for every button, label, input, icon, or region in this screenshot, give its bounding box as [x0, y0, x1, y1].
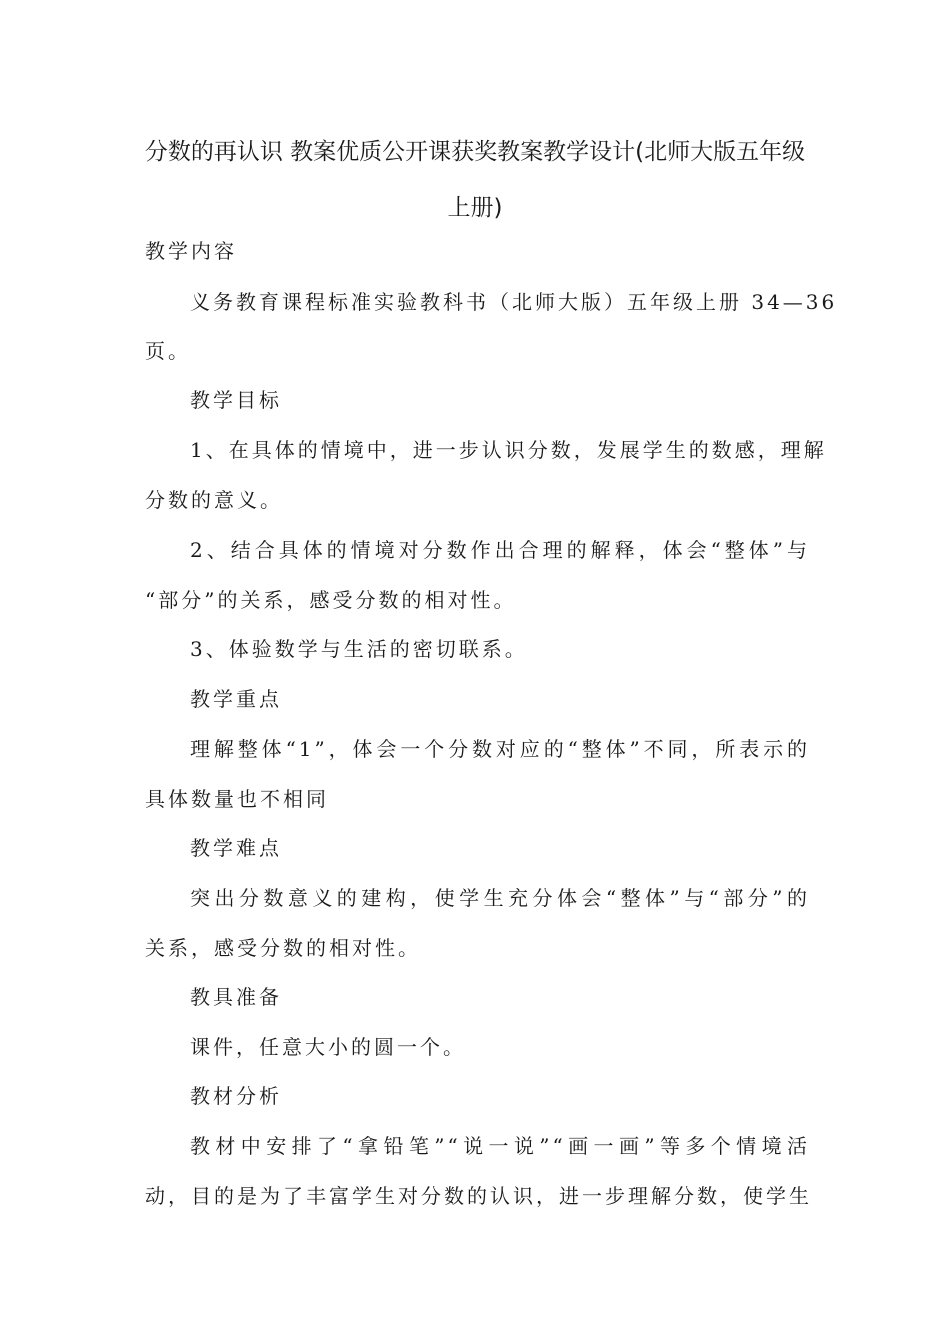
- paragraph-line: 分数的意义。: [145, 488, 283, 512]
- title-line-2: 上册): [447, 195, 503, 221]
- paragraph-line: 1、在具体的情境中，进一步认识分数，发展学生的数感，理解: [190, 438, 827, 462]
- paragraph-line: 2、结合具体的情境对分数作出合理的解释，体会“整体”与: [190, 538, 810, 562]
- paragraph-line: 3、体验数学与生活的密切联系。: [190, 637, 528, 661]
- section-heading-key-points: 教学重点: [190, 687, 282, 711]
- section-heading-material-analysis: 教材分析: [190, 1084, 282, 1108]
- paragraph-line: 义务教育课程标准实验教科书（北师大版）五年级上册 34—36: [190, 290, 838, 314]
- paragraph-line: 具体数量也不相同: [145, 787, 329, 811]
- section-heading-teaching-aids: 教具准备: [190, 985, 282, 1009]
- paragraph-line: 页。: [145, 339, 191, 363]
- section-heading-objectives: 教学目标: [190, 388, 282, 412]
- section-heading-difficulties: 教学难点: [190, 836, 282, 860]
- paragraph-line: 动，目的是为了丰富学生对分数的认识，进一步理解分数，使学生: [145, 1184, 812, 1208]
- paragraph-line: 课件，任意大小的圆一个。: [190, 1035, 466, 1059]
- title-line-1: 分数的再认识 教案优质公开课获奖教案教学设计(北师大版五年级: [144, 139, 806, 165]
- paragraph-line: 理解整体“1”，体会一个分数对应的“整体”不同，所表示的: [190, 737, 810, 761]
- paragraph-line: 突出分数意义的建构，使学生充分体会“整体”与“部分”的: [190, 886, 810, 910]
- paragraph-line: 关系，感受分数的相对性。: [145, 936, 421, 960]
- section-heading-content: 教学内容: [145, 239, 237, 263]
- paragraph-line: “部分”的关系，感受分数的相对性。: [145, 588, 517, 612]
- paragraph-line: 教材中安排了“拿铅笔”“说一说”“画一画”等多个情境活: [190, 1134, 810, 1158]
- document-title: [140, 124, 810, 236]
